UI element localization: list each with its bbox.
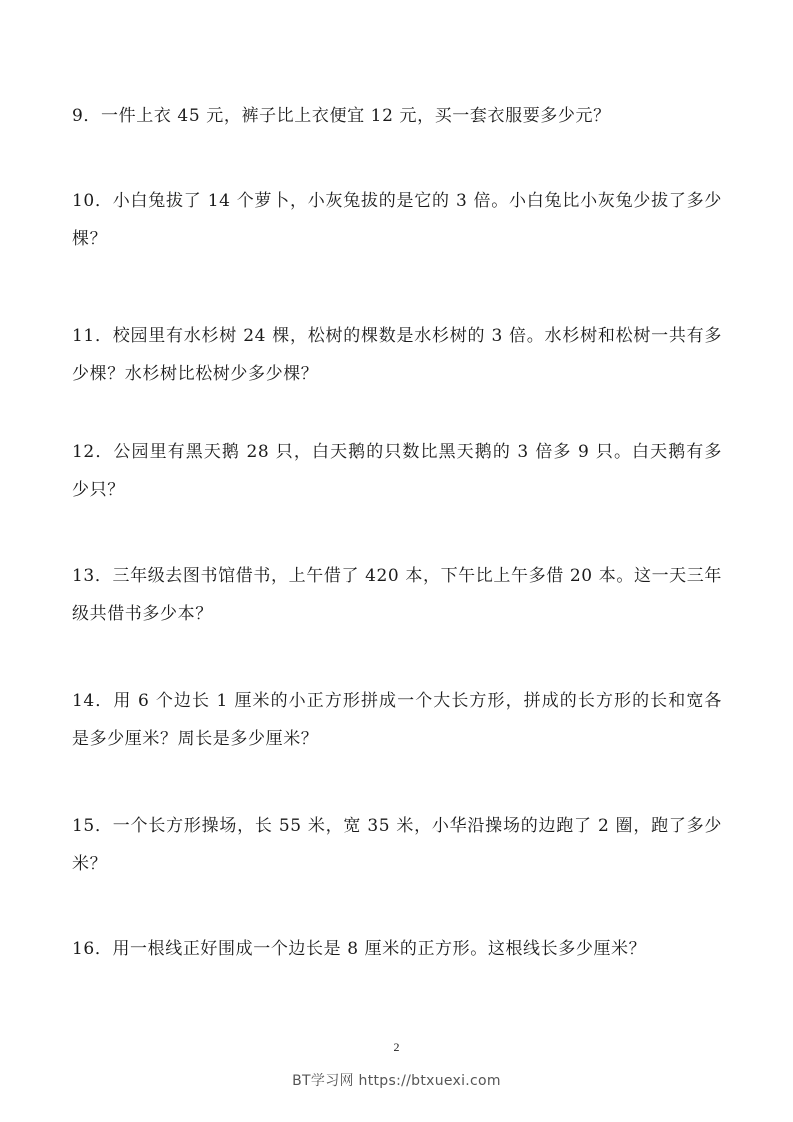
question-text: 小白兔拔了 14 个萝卜，小灰兔拔的是它的 3 倍。小白兔比小灰兔少拔了多少棵？	[72, 191, 722, 249]
question-number: 10．	[72, 191, 113, 211]
question-12	[72, 433, 722, 509]
question-text: 一件上衣 45 元，裤子比上衣便宜 12 元，买一套衣服要多少元？	[101, 106, 611, 126]
question-number: 11．	[72, 326, 113, 346]
question-number: 14．	[72, 691, 114, 711]
question-9	[72, 97, 722, 135]
question-text: 三年级去图书馆借书，上午借了 420 本，下午比上午多借 20 本。这一天三年级共借书多少本？	[72, 566, 723, 624]
question-text: 用一根线正好围成一个边长是 8 厘米的正方形。这根线长多少厘米？	[112, 939, 647, 959]
question-13	[72, 557, 722, 633]
watermark: BT学习网 https://btxuexi.com	[292, 1073, 501, 1089]
question-number: 12．	[72, 442, 114, 462]
question-16	[72, 930, 722, 968]
question-10	[72, 182, 722, 258]
question-11	[72, 317, 722, 393]
question-number: 15．	[72, 816, 113, 836]
question-text: 公园里有黑天鹅 28 只，白天鹅的只数比黑天鹅的 3 倍多 9 只。白天鹅有多少只？	[72, 442, 722, 500]
question-number: 16．	[72, 939, 113, 959]
question-14	[72, 682, 722, 758]
question-text: 一个长方形操场，长 55 米，宽 35 米，小华沿操场的边跑了 2 圈，跑了多少米？	[72, 816, 722, 874]
question-number: 13．	[72, 566, 113, 586]
page-number: 2	[393, 1040, 400, 1054]
question-text: 用 6 个边长 1 厘米的小正方形拼成一个大长方形，拼成的长方形的长和宽各是多少厘米？周长是多少厘米？	[72, 691, 722, 749]
question-text: 校园里有水杉树 24 棵，松树的棵数是水杉树的 3 倍。水杉树和松树一共有多少棵？水杉树比松树少多少棵？	[72, 326, 722, 384]
question-15	[72, 807, 722, 883]
question-number: 9．	[72, 106, 102, 126]
